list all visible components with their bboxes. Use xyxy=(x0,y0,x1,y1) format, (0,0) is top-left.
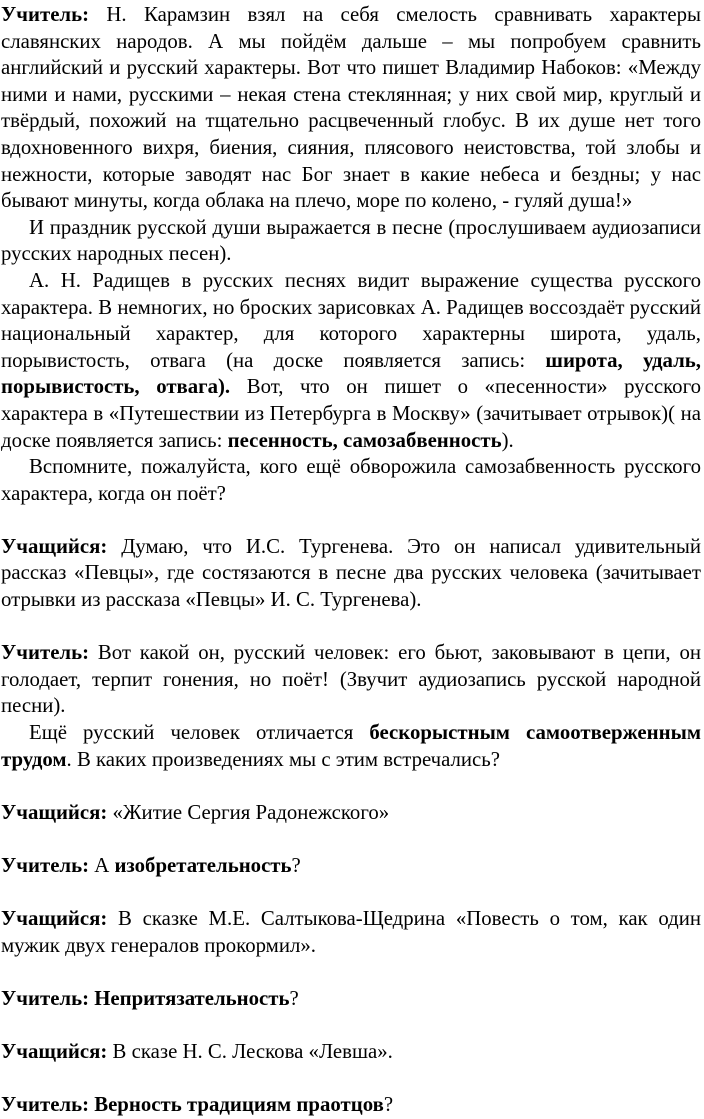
paragraph-student-turgenev xyxy=(1,534,701,614)
paragraph-question-singing xyxy=(1,454,701,507)
paragraph-student-saltykov xyxy=(1,906,701,959)
bold-text: Учитель: Верность традициям праотцов xyxy=(1,1093,384,1117)
spacer xyxy=(1,507,701,534)
text-run: Вот какой он, русский человек: его бьют, заковывают в цепи, он голодает, терпит гонения, но поёт! (Звучит аудиозапись русской народной песни). xyxy=(1,641,701,718)
spacer xyxy=(1,959,701,986)
bold-text: широта, удаль, порывистость, отвага). xyxy=(1,348,701,399)
text-run: ? xyxy=(383,1093,394,1117)
spacer xyxy=(1,826,701,853)
text-run: В сказе Н. С. Лескова «Левша». xyxy=(107,1040,393,1064)
paragraph-student-leskov xyxy=(1,1039,701,1066)
bold-text: изобретательность xyxy=(114,854,292,877)
spacer xyxy=(1,614,701,641)
bold-text: Учитель: xyxy=(1,641,90,665)
bold-text: Учащийся: xyxy=(1,800,108,824)
paragraph-selfless-labor xyxy=(1,720,701,773)
bold-text: Учащийся: xyxy=(1,907,108,931)
text-run: Вот, что он пишет о «песенности» русского характера в «Путешествии из Петербурга в Москву» (зачитывает отрывок)( на доске появляется запись: xyxy=(1,375,701,452)
paragraph-russian-soul-song xyxy=(1,215,701,268)
paragraph-teacher-unpretentiousness xyxy=(1,986,701,1013)
bold-text: Учитель: xyxy=(1,854,90,877)
text-run: Думаю, что И.С. Тургенева. Это он написал удивительный рассказ «Певцы», где состязаются в песне два русских человека (зачитывает отрывки из рассказа «Певцы» И. С. Тургенева). xyxy=(1,534,701,612)
spacer xyxy=(1,880,701,907)
text-run: Ещё русский человек отличается xyxy=(29,721,370,745)
text-run: «Житие Сергия Радонежского» xyxy=(107,800,390,824)
spacer xyxy=(1,773,701,800)
text-run: А xyxy=(89,854,115,877)
paragraph-student-sergius xyxy=(1,800,701,827)
spacer xyxy=(1,1013,701,1040)
text-run: А. Н. Радищев в русских песнях видит выражение существа русского характера. В немногих, но броских зарисовках А. Радищев воссоздаёт русский национальный характер, для которого характерны широта, удаль, порывистость, отвага (на доске появляется запись: xyxy=(1,268,701,372)
text-run: Н. Карамзин взял на себя смелость сравнивать характеры славянских народов. А мы пойдём дальше – мы попробуем сравнить английский и русский характеры. Вот что пишет Владимир Набоков: «Между ними и нами, русскими – некая стена стеклянная; у них свой мир, круглый и твёрдый, похожий на тщательно расцвеченный глобус. В их душе нет того вдохновенного вихря, биения, сияния, плясового неистовства, той злобы и нежности, которые заводят нас Бог знает в какие небеса и бездны; у нас бывают минуты, когда облака на плечо, море по колено, - гуляй душа!» xyxy=(1,3,701,213)
paragraph-teacher-tradition xyxy=(1,1092,701,1119)
bold-text: бескорыстным самоотверженным трудом xyxy=(1,721,701,771)
text-run: ? xyxy=(289,986,299,1010)
text-run: ). xyxy=(501,428,514,452)
bold-text: Учащийся: xyxy=(1,1040,108,1064)
paragraph-teacher-karamzin xyxy=(1,2,701,215)
paragraph-radishchev xyxy=(1,268,701,454)
text-run: . В каких произведениях мы с этим встречались? xyxy=(66,747,501,771)
bold-text: песенность, самозабвенность xyxy=(227,428,502,452)
paragraph-teacher-russian-man xyxy=(1,640,701,720)
text-run: Вспомните, пожалуйста, кого ещё обворожила самозабвенность русского характера, когда он поёт? xyxy=(1,455,701,505)
text-run: В сказке М.Е. Салтыкова-Щедрина «Повесть о том, как один мужик двух генералов прокормил». xyxy=(1,907,701,957)
bold-text: Учитель: xyxy=(1,3,90,26)
bold-text: Учащийся: xyxy=(1,534,108,558)
bold-text: Учитель: Непритязательность xyxy=(1,986,290,1010)
paragraph-teacher-inventiveness xyxy=(1,853,701,880)
spacer xyxy=(1,1066,701,1093)
text-run: ? xyxy=(291,854,301,877)
text-run: И праздник русской души выражается в песне (прослушиваем аудиозаписи русских народных песен). xyxy=(1,215,701,266)
